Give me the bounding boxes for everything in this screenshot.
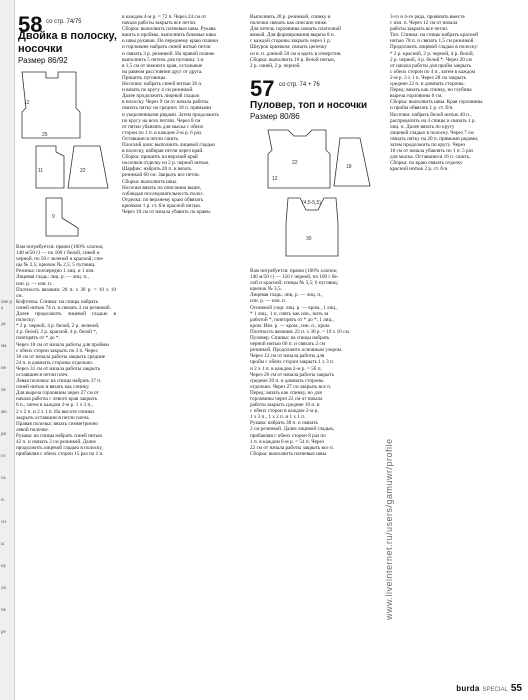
text-line: Для выреза горловины через 27 см от: [16, 390, 99, 397]
text-line: полочки связать как описано ниже.: [250, 20, 328, 27]
text-line: в полоску, набирая петли через край.: [122, 148, 204, 155]
text-line: прибавляя с обеих сторон 8 раз по: [250, 432, 326, 439]
edge-fragment: ре: [1, 630, 6, 635]
text-line: Сборка: выполнить 10 р. белой нитью,: [250, 56, 336, 63]
text-line: выреза горловины 6 см.: [390, 93, 443, 100]
text-line: Сборка: выполнить плечевые швы.: [250, 450, 328, 457]
text-line: Шнурок крючком: связать цепочку: [250, 44, 327, 51]
text-line: Рукава: на спицы набрать синей нитью: [16, 432, 103, 439]
text-line: отдельно. Через 27 см закрыть все п.: [250, 383, 332, 390]
text-line: на равном расстоянии друг от друга.: [122, 68, 203, 75]
text-line: продолжить лицевой гладью в полоску,: [16, 445, 103, 452]
edge-fragment: ну: [1, 564, 7, 569]
footer-special: SPECIAL: [482, 687, 508, 693]
text-line: крючок № 3,5.: [250, 286, 282, 293]
edge-fragment: пе: [1, 608, 6, 613]
text-line: Вам потребуется: пряжи (100% хлопок;: [16, 244, 104, 250]
text-line: Левая полочка: на спицы набрать 37 п.: [16, 378, 102, 385]
text-line: лицевой гладью в полоску. Через 7 см: [390, 129, 474, 136]
text-line: нитью 78 п. и связать 1,5 см резинкой.: [390, 38, 475, 45]
text-line: красной нитью 2 р. ст. б/н.: [390, 166, 449, 173]
edge-fragment: ла: [1, 586, 6, 591]
text-line: носочков отделку из 2 р. черной нитью.: [122, 160, 210, 167]
text-line: Основной узор: лиц. р. — кром., 1 лиц.,: [250, 304, 338, 311]
model-58-instructions-col-a: [16, 244, 116, 684]
edge-fragment: си: [1, 520, 6, 525]
text-line: 140 м/50 г) — по 100 г белой, синей и: [16, 250, 100, 257]
edge-fragment: ле: [1, 388, 6, 393]
text-line: начала работы с левого края закрыть: [16, 396, 98, 403]
text-line: Топ. Спинка: на спицы набрать красной: [390, 32, 479, 39]
text-line: в полоску. Через 9 см от начала работы: [122, 99, 209, 106]
text-line: и 2 х 1 п. в каждом 2-м р. = 56 п.: [250, 365, 322, 372]
text-line: 3-го и 4-го ряда, провязать вместе: [390, 14, 465, 20]
model-57-size: Размер 80/86: [250, 112, 300, 121]
text-line: Вам потребуется: пряжи (100% хлопок;: [250, 268, 338, 274]
text-line: изн. р. — изн. п.: [16, 280, 53, 287]
text-line: Лицевая гладь: лиц. р. — лиц. п.,: [16, 274, 89, 281]
text-line: 140 м/50 г) — 150 г черной, по 100 г бе-: [250, 274, 339, 281]
edge-fragment: де: [1, 322, 6, 327]
svg-text:18: 18: [346, 164, 352, 170]
text-line: Сборка: выполнить швы. Края горловины: [390, 99, 483, 106]
text-line: кром. Изн. р. — кром., изн. п., кром.: [250, 322, 331, 329]
model-58-reference: со стр. 74/75: [46, 19, 82, 25]
text-line: соблюдая последовательность полос.: [122, 190, 205, 197]
text-line: левой полочке.: [16, 426, 49, 433]
text-line: Оставшиеся петли сшить.: [122, 135, 180, 142]
text-line: в каждом 4-м р. = 72 п. Через 24 см от: [122, 14, 207, 20]
text-line: Плотность вязания: 22 п. х 30 р. = 10 х 10 см.: [250, 328, 351, 335]
text-line: 6 п., затем в каждом 2-м р. 1 х 3 п.,: [16, 402, 93, 409]
text-line: Через 10 см от начала убавить по краям.: [122, 209, 212, 215]
text-line: Рукава: набрать 38 п. и связать: [250, 420, 318, 427]
text-line: Перед: вязать как спинку, но глубина: [390, 87, 472, 94]
model-58-pattern-diagram: [16, 68, 116, 240]
text-line: 2 см резинкой. Далее лицевой гладью,: [250, 426, 335, 433]
text-line: Через 26 см от начала работы закрыть: [250, 371, 335, 378]
text-line: горловины через 22 см от начала: [250, 395, 323, 402]
text-line: Перед: вязать как спинку, но для: [250, 389, 322, 396]
text-line: 22 см от начала работы закрыть все п.: [250, 444, 334, 451]
text-line: и укороченными рядами. Затем продолжить: [122, 111, 219, 118]
edge-fragment: ма: [1, 344, 7, 349]
model-58-instructions-col-b: [122, 14, 242, 684]
text-line: по кругу на всех петлях. Через 8 см: [122, 117, 201, 124]
model-57-number: 57: [250, 76, 275, 101]
text-line: для мыска. Оставшиеся 16 п. сшить.: [390, 154, 471, 161]
text-line: 2 р. синей, 2 р. черной.: [250, 62, 301, 69]
model-57-reference: со стр. 74 + 76: [279, 82, 320, 88]
text-line: пройм с обеих сторон закрыть 1 х 3 п.: [250, 359, 335, 366]
text-line: * 1 лиц., 1 п. снять как изн., нить за: [250, 310, 329, 317]
text-line: изн. р. — изн. п.: [250, 298, 287, 305]
text-line: Шарфик: набрать 20 п. и вязать: [122, 166, 192, 173]
text-line: в 1,5 см от нижнего края, остальные: [122, 62, 203, 69]
text-line: оставшиеся петли плеч.: [16, 371, 69, 378]
text-line: и пройм обвязать 1 р. ст. б/н.: [390, 105, 454, 112]
model-57-instructions-col-d: [390, 14, 508, 664]
page-footer: [456, 683, 522, 694]
model-57-title: Пуловер, топ и носочки: [250, 100, 368, 111]
text-line: Плотность вязания: 28 п. х 38 р. = 10 х 10 см.: [16, 286, 116, 299]
text-line: работой *, повторять от * до *, 1 лиц.,: [250, 316, 334, 323]
text-line: резинкой. Продолжить основным узором.: [250, 347, 343, 354]
text-line: Носочки вязать по описанию выше,: [122, 184, 202, 191]
text-line: начала работы закрыть все петли.: [122, 20, 197, 27]
previous-page-edge: [0, 0, 15, 700]
svg-text:12: 12: [272, 176, 278, 182]
edge-fragment: обе ра: [1, 300, 12, 311]
edge-fragment: са: [1, 476, 6, 481]
text-line: синей нитью 74 п. и связать 3 см резинкой.: [16, 304, 111, 311]
svg-text:22: 22: [80, 168, 86, 174]
text-line: Продолжить лицевой гладью в полоску:: [390, 44, 479, 51]
text-line: работы закрыть средние 10 п. и: [250, 402, 320, 409]
text-line: сторон по 1 п. в каждом 2-м р. 6 раз.: [122, 129, 203, 136]
footer-brand: burda: [456, 684, 480, 693]
text-line: из в. п. длиной 50 см и вдеть в отверстия.: [250, 50, 342, 57]
edge-fragment: ос: [1, 454, 6, 459]
text-line: Носочки: набрать белой нитью 40 п.,: [390, 111, 472, 118]
text-line: 24 п. и довязать стороны отдельно.: [16, 359, 94, 366]
model-57-intro: [250, 14, 380, 74]
text-line: с обеих сторон закрыть по 3 п. Через: [16, 347, 98, 354]
text-line: затем продолжить по кругу. Через: [390, 141, 466, 148]
model-57-instructions-col-c: [250, 268, 382, 684]
text-line: Пуловер. Спинка: на спицы набрать: [250, 335, 330, 342]
model-58-title-line1: Двойка в полоску,: [18, 30, 117, 42]
model-58-size: Размер 86/92: [18, 56, 68, 65]
edge-fragment: ы: [1, 542, 5, 547]
text-line: 2-м р. 3 х 1 п. Через 28 см закрыть: [390, 74, 467, 81]
text-line: Далее продолжить лицевой гладью: [122, 93, 200, 100]
text-line: Кофточка. Спинка: на спицы набрать: [16, 298, 98, 305]
edge-fragment: н.: [1, 498, 5, 503]
svg-text:12: 12: [24, 100, 30, 106]
text-line: Правая полочка: вязать симметрично: [16, 420, 98, 427]
text-line: Пришить пуговицы.: [122, 74, 167, 81]
model-58-number: 58: [18, 12, 43, 37]
text-line: лиц. п. Далее вязать по кругу: [390, 123, 455, 130]
text-line: вшить в проймы, выполнить боковые швы: [122, 32, 216, 39]
text-line: лой и красной; спицы № 3,5; 6 пуговиц;: [250, 280, 339, 287]
svg-text:30: 30: [306, 236, 312, 242]
text-line: связать пятку на 20 п. прямыми рядами,: [390, 135, 479, 142]
text-line: Далее продолжить лицевой гладью в полоску:: [16, 311, 116, 324]
text-line: резинкой 60 см. Закрыть все петли.: [122, 172, 200, 179]
text-line: Выполнить 20 р. резинкой, спинку и: [250, 14, 331, 20]
text-line: выполнить 5 петель для пуговиц: 1-я: [122, 56, 204, 63]
edge-fragment: ие: [1, 366, 6, 371]
text-line: с обеих сторон в каждом 2-м р.: [250, 408, 319, 415]
text-line: средние 20 п. и довязать стороны: [250, 377, 324, 384]
text-line: черной нитью 66 п. и связать 2 см: [250, 341, 325, 348]
text-line: 1 х 3 п., 1 х 2 п. и 1 х 1 п.: [250, 414, 306, 421]
svg-text:11: 11: [38, 168, 44, 174]
text-line: Через 31 см от начала работы закрыть: [16, 365, 101, 372]
text-line: Для петель горловины связать платочной: [250, 26, 341, 33]
text-line: 2 р. черной, 4 р. белой *. Через 20 см: [390, 56, 472, 63]
text-line: от пятки убавлять для мыска с обеих: [122, 123, 204, 130]
text-line: Через 12 см от начала работы для: [250, 353, 325, 360]
model-58-title-line2: носочки: [18, 43, 63, 55]
text-line: с каждой стороны закрыть через 1 р.: [250, 38, 331, 45]
text-line: Через 18 см от начала работы для проймы: [16, 341, 109, 348]
edge-fragment: ри: [1, 432, 7, 437]
text-line: 2 х 2 п. и 2 х 1 п. На высоте спинки: [16, 408, 95, 415]
text-line: Сборка: по краю связать отделку: [390, 160, 463, 167]
svg-text:25: 25: [42, 132, 48, 138]
svg-text:9: 9: [52, 214, 55, 220]
text-line: Носочки: набрать синей нитью 36 п.: [122, 81, 203, 88]
text-line: крючком 1 р. ст. б/н красной нитью.: [122, 202, 202, 209]
watermark: www.liveinternet.ru/users/gamuwr/profile: [384, 438, 395, 620]
text-line: и горловине набрать синей нитью петли: [122, 44, 211, 51]
text-line: * 2 р. черной, 4 р. белой, 2 р. зеленой,: [16, 323, 100, 330]
text-line: Резинка: поочередно 1 лиц. и 1 изн.: [16, 268, 95, 275]
text-line: работы закрыть все петли.: [390, 26, 449, 33]
text-line: 4 р. белой, 2 р. красной, 4 р. белой *,: [16, 329, 98, 336]
text-line: Сборка: выполнить швы.: [122, 178, 178, 185]
text-line: от начала работы для пройм закрыть: [390, 62, 472, 69]
page-number: 55: [510, 683, 522, 694]
text-line: Отделка: по верхнему краю обвязать: [122, 196, 204, 203]
svg-text:(4,5-5,5): (4,5-5,5): [302, 200, 321, 206]
text-line: прибавляя с обеих сторон 15 раз по 1 п.: [16, 451, 104, 458]
edge-fragment: мо: [1, 410, 7, 415]
text-line: Сборка: пришить на верхний край: [122, 154, 198, 161]
text-line: 42 п. и связать 3 см резинкой. Далее: [16, 439, 96, 445]
text-line: закрыть оставшиеся петли плеча.: [16, 414, 90, 421]
text-line: распределить на 4 спицы и связать 1 р.: [390, 117, 476, 124]
svg-text:22: 22: [292, 160, 298, 166]
text-line: вязкой. Для формирования выреза 8 п.: [250, 32, 335, 39]
text-line: черной, по 50 г зеленой и красной; спи-: [16, 256, 104, 263]
text-line: средние 22 п. и довязать стороны.: [390, 81, 465, 88]
text-line: с обеих сторон по 4 п., затем в каждом: [390, 68, 476, 75]
text-line: и связать 3 р. резинкой. На правой планке: [122, 50, 215, 57]
text-line: Сборка: выполнить плечевые швы. Рукава: [122, 26, 216, 33]
text-line: связать пятку на средних 18 п. прямыми: [122, 105, 212, 112]
text-line: Плоский шов: выполнить лицевой гладью: [122, 141, 215, 148]
text-line: синей нитью и вязать как спинку.: [16, 384, 90, 391]
text-line: 10 см от начала убавлять по 1 п. 5 раз: [390, 148, 473, 155]
text-line: с изн. п. Через 12 см от начала: [390, 20, 458, 27]
text-line: * 2 р. красной, 2 р. черной, 4 р. белой,: [390, 50, 474, 57]
text-line: Лицевая гладь: лиц. р. — лиц. п.,: [250, 292, 323, 299]
text-line: цы № 2,5; крючок № 2,5; 5 пуговиц.: [16, 262, 96, 269]
model-57-pattern-diagram: [248, 124, 388, 264]
text-line: и вязать по кругу 4 см резинкой.: [122, 87, 194, 94]
text-line: повторять от * до *.: [16, 335, 60, 342]
text-line: и швы рукавов. По переднему краю планки: [122, 38, 218, 45]
text-line: 1 п. в каждом 6-м р. = 54 п. Через: [250, 438, 324, 445]
text-line: 30 см от начала работы закрыть средние: [16, 353, 106, 360]
